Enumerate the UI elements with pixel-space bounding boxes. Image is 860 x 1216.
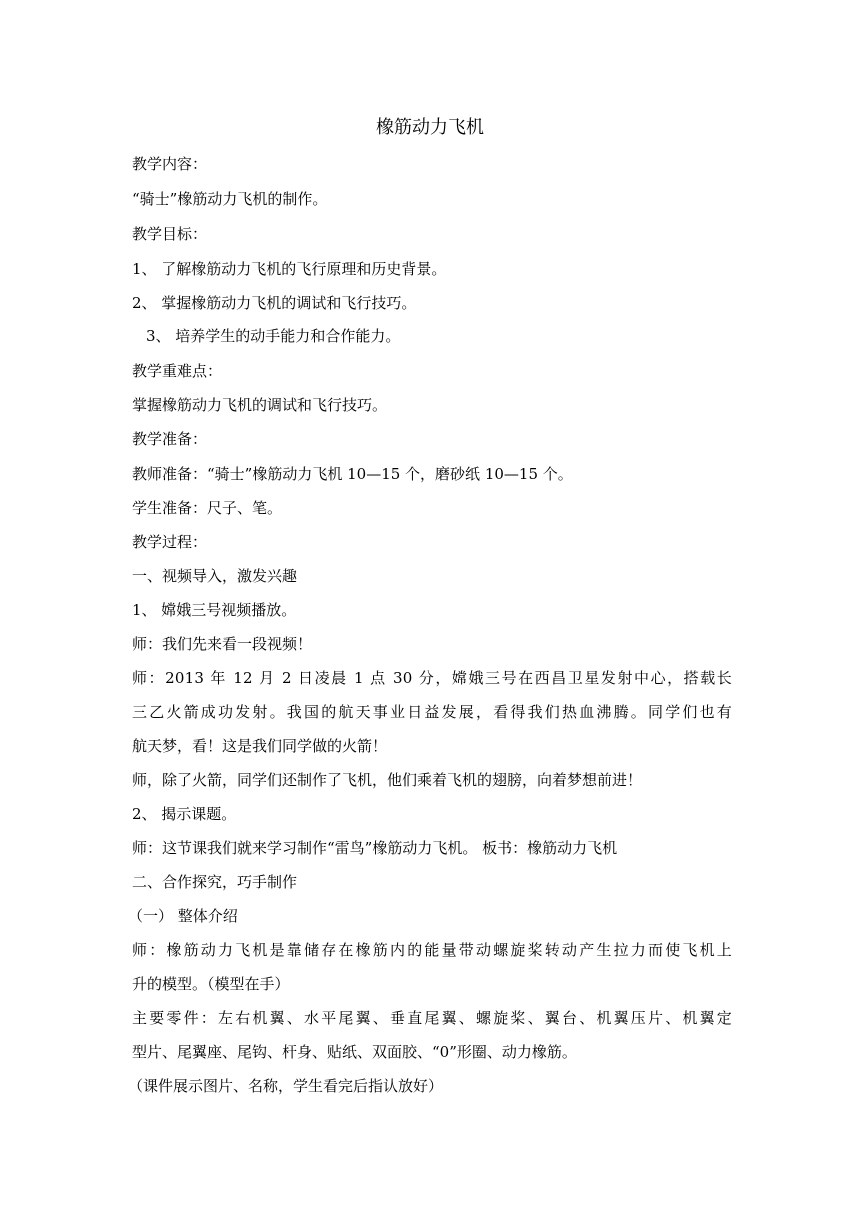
section-heading: 一、视频导入，激发兴趣 [132,567,298,585]
heading-preparation: 教学准备： [132,430,208,448]
paragraph: 师：2013 年 12 月 2 日凌晨 1 点 30 分，嫦娥三号在西昌卫星发射中心，搭载长 [132,669,732,687]
list-item: 1、 嫦娥三号视频播放。 [132,601,297,619]
section-heading: 二、合作探究，巧手制作 [132,873,298,891]
paragraph: 型片、尾翼座、尾钩、杆身、贴纸、双面胶、“0”形圈、动力橡筋。 [132,1043,577,1061]
paragraph: 师：我们先来看一段视频！ [132,635,313,653]
heading-teaching-goals: 教学目标： [132,225,208,243]
paragraph: “骑士”橡筋动力飞机的制作。 [132,190,328,208]
heading-teaching-content: 教学内容： [132,155,208,173]
paragraph: 航天梦，看！这是我们同学做的火箭！ [132,737,388,755]
paragraph: 学生准备：尺子、笔。 [132,499,283,517]
heading-key-points: 教学重难点： [132,362,223,380]
list-item: 3、 培养学生的动手能力和合作能力。 [146,327,401,345]
paragraph: 教师准备：“骑士”橡筋动力飞机 10—15 个，磨砂纸 10—15 个。 [132,465,573,483]
document-title: 橡筋动力飞机 [376,117,484,138]
paragraph: 掌握橡筋动力飞机的调试和飞行技巧。 [132,396,388,414]
list-item: 2、 揭示课题。 [132,805,237,823]
subsection-heading: （一） 整体介绍 [128,907,238,925]
paragraph: （课件展示图片、名称，学生看完后指认放好） [128,1077,444,1095]
paragraph: 师：这节课我们就来学习制作“雷鸟”橡筋动力飞机。 板书：橡筋动力飞机 [132,839,618,857]
paragraph: 师：橡筋动力飞机是靠储存在橡筋内的能量带动螺旋桨转动产生拉力而使飞机上 [132,941,732,959]
paragraph: 升的模型。（模型在手） [132,975,290,993]
paragraph: 主要零件：左右机翼、水平尾翼、垂直尾翼、螺旋桨、翼台、机翼压片、机翼定 [132,1009,732,1027]
list-item: 1、 了解橡筋动力飞机的飞行原理和历史背景。 [132,260,447,278]
paragraph: 师，除了火箭，同学们还制作了飞机，他们乘着飞机的翅膀，向着梦想前进！ [132,771,643,789]
paragraph: 三乙火箭成功发射。我国的航天事业日益发展，看得我们热血沸腾。同学们也有 [132,703,732,721]
list-item: 2、 掌握橡筋动力飞机的调试和飞行技巧。 [132,294,417,312]
heading-teaching-process: 教学过程： [132,533,208,551]
